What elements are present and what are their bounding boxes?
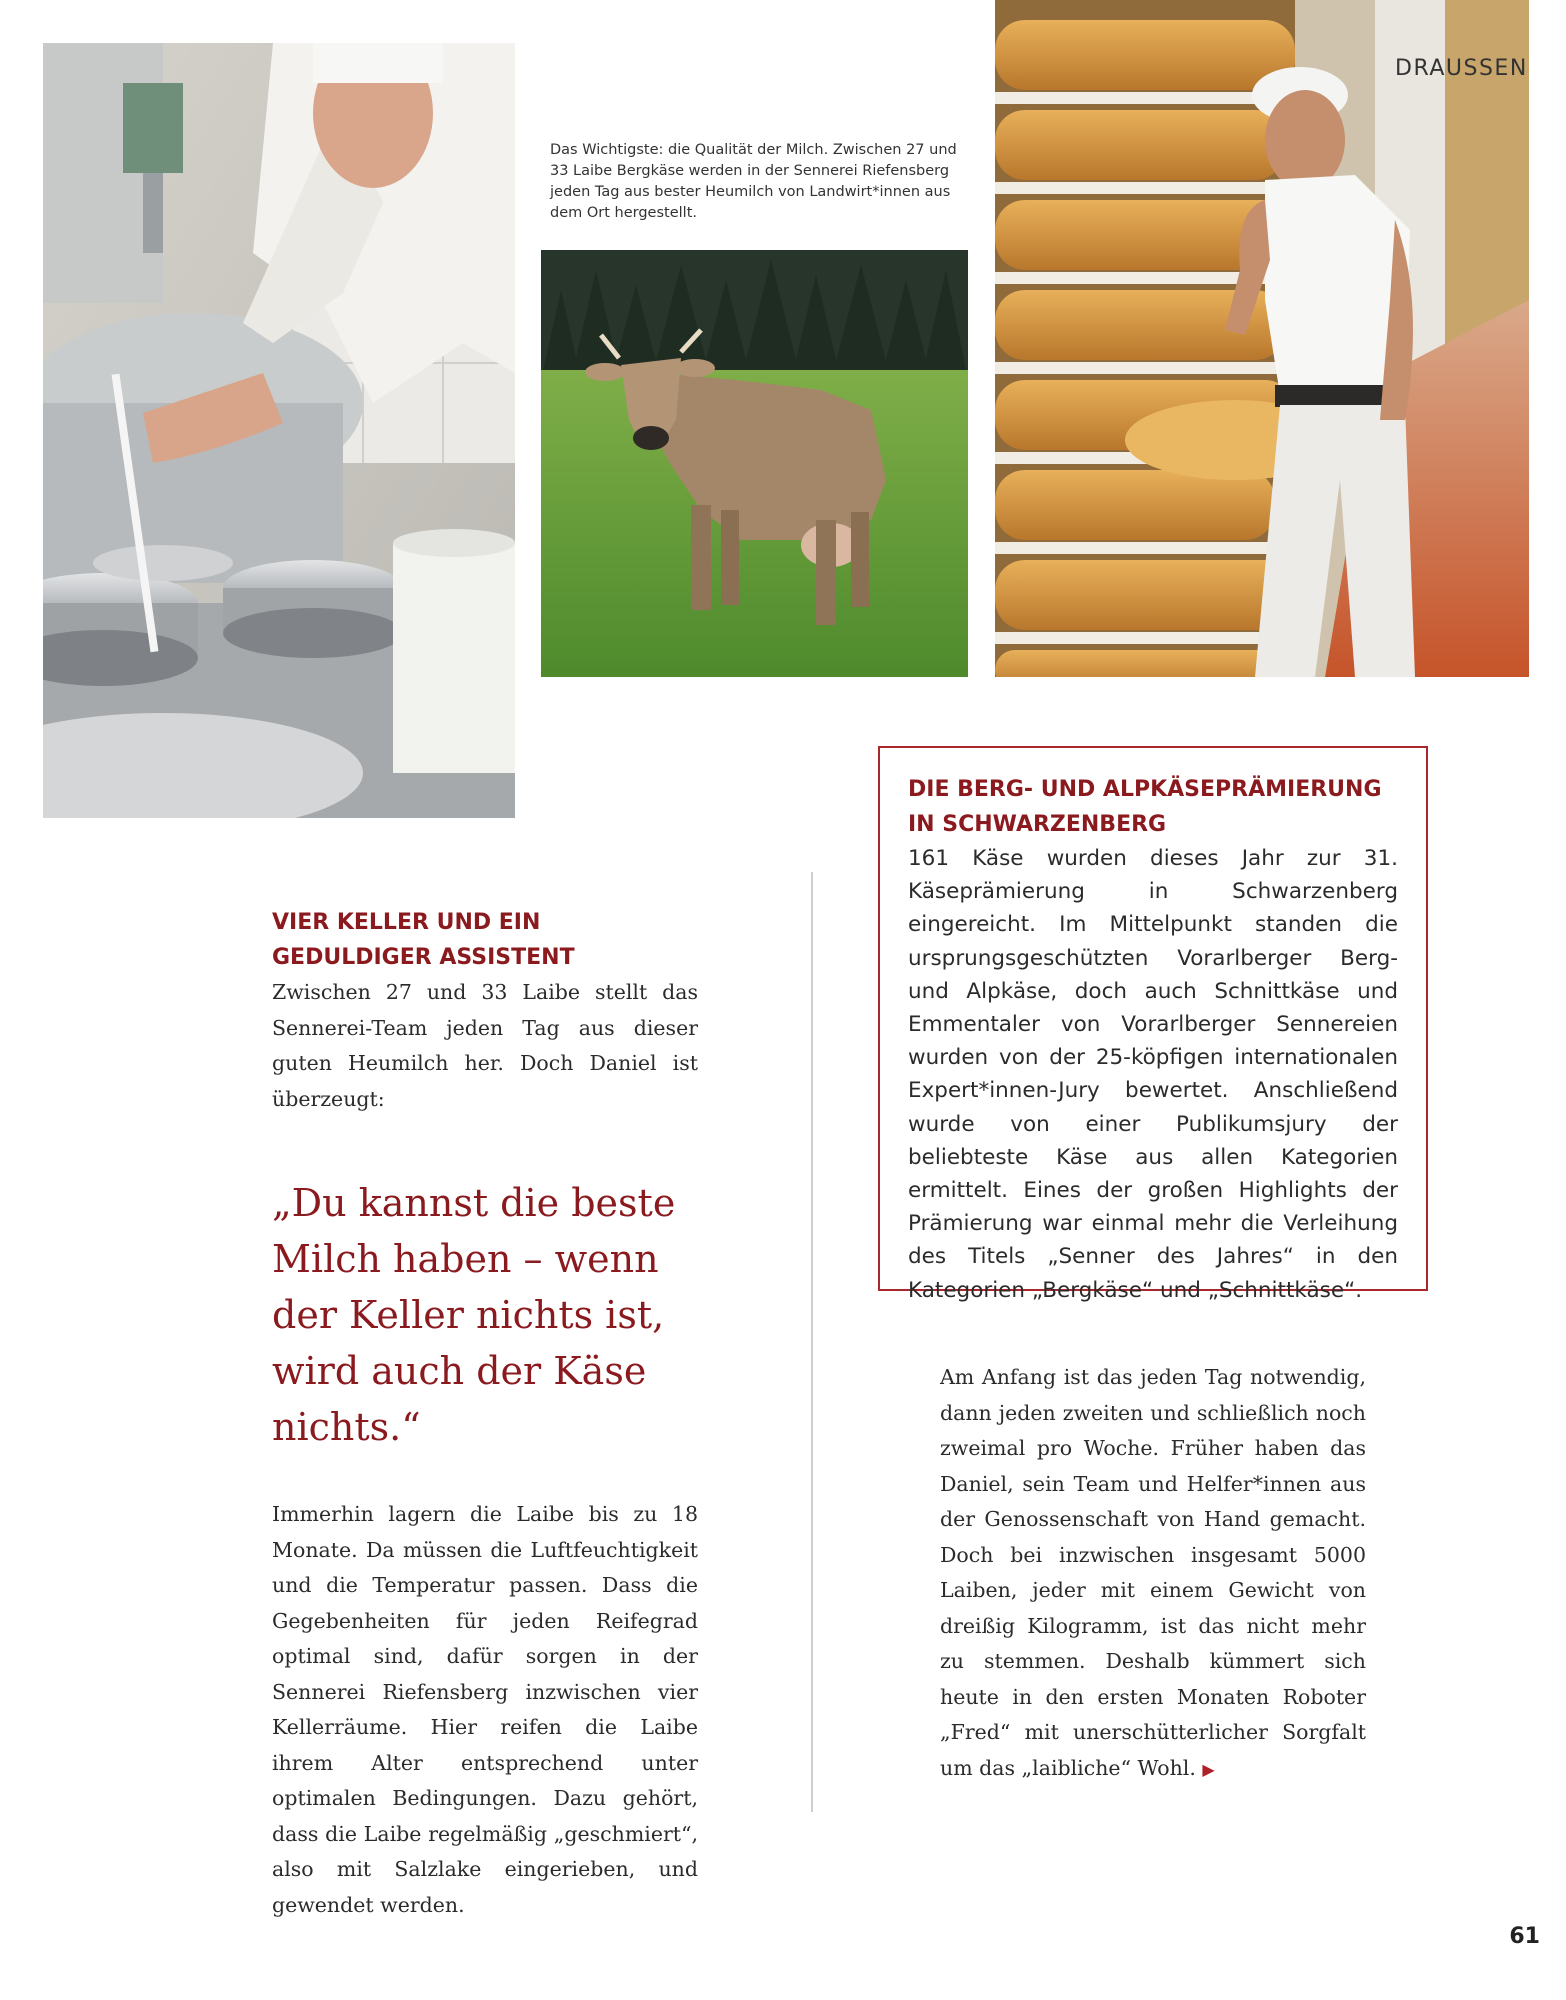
cheesemaker-photo <box>43 43 515 818</box>
continue-arrow-icon: ▶ <box>1202 1759 1215 1779</box>
column-divider <box>811 872 813 1812</box>
section-heading-cellars: VIER KELLER UND EIN GEDULDIGER ASSISTENT <box>272 910 575 970</box>
cheese-cellar-photo <box>995 0 1529 677</box>
right-article-column <box>940 1360 1366 1787</box>
body-paragraph: Immerhin lagern die Laibe bis zu 18 Monate. Da müssen die Luftfeuchtigkeit und die Temperatur passen. Dass die Gegebenheiten für jeden Reifegrad optimal sind, dafür sorgen in der Sennerei Riefensberg inzwischen vier Kellerräume. Hier reifen die Laibe ihrem Alter entsprechend unter optimalen Bedingungen. Dazu gehört, dass die Laibe regelmäßig „geschmiert“, also mit Salzlake eingerieben, und gewendet werden. <box>272 1502 698 1917</box>
info-box-heading: DIE BERG- UND ALPKÄSEPRÄMIERUNG IN SCHWARZENBERG <box>908 777 1382 837</box>
pull-quote: „Du kannst die beste Milch haben – wenn der Keller nichts ist, wird auch der Käse nichts.“ <box>272 1181 676 1449</box>
page-number: 61 <box>1509 1924 1540 1949</box>
info-box-text: 161 Käse wurden dieses Jahr zur 31. Käseprämierung in Schwarzenberg eingereicht. Im Mittelpunkt standen die ursprungsgeschützten Vorarlberger Berg- und Alpkäse, doch auch Schnittkäse und Emmentaler von Vorarlberger Sennereien wurden von der 25-köpfigen internationalen Expert*innen-Jury bewertet. Anschließend wurde von einer Publikumsjury der beliebteste Käse aus allen Kategorien ermittelt. Eines der großen Highlights der Prämierung war einmal mehr die Verleihung des Titels „Senner des Jahres“ in den Kategorien „Bergkäse“ und „Schnittkäse“. <box>908 846 1398 1303</box>
intro-paragraph: Zwischen 27 und 33 Laibe stellt das Sennerei-Team jeden Tag aus dieser guten Heumilch her. Doch Daniel ist überzeugt: <box>272 980 698 1111</box>
cow-photo <box>541 250 968 677</box>
photo-caption: Das Wichtigste: die Qualität der Milch. Zwischen 27 und 33 Laibe Bergkäse werden in der Sennerei Riefensberg jeden Tag aus bester Heumilch von Landwirt*innen aus dem Ort hergestellt. <box>550 142 957 221</box>
left-article-column <box>272 905 698 1923</box>
right-body-paragraph <box>940 1360 1366 1787</box>
right-body-text: Am Anfang ist das jeden Tag notwendig, dann jeden zweiten und schließlich noch zweimal pro Woche. Früher haben das Daniel, sein Team und Helfer*innen aus der Genossenschaft von Hand gemacht. Doch bei inzwischen insgesamt 5000 Laiben, jeder mit einem Gewicht von dreißig Kilogramm, ist das nicht mehr zu stemmen. Deshalb kümmert sich heute in den ersten Monaten Roboter „Fred“ mit unerschütterlicher Sorgfalt um das „laibliche“ Wohl. <box>940 1365 1366 1780</box>
info-box <box>878 746 1428 1303</box>
section-label: DRAUSSEN <box>1395 56 1528 81</box>
